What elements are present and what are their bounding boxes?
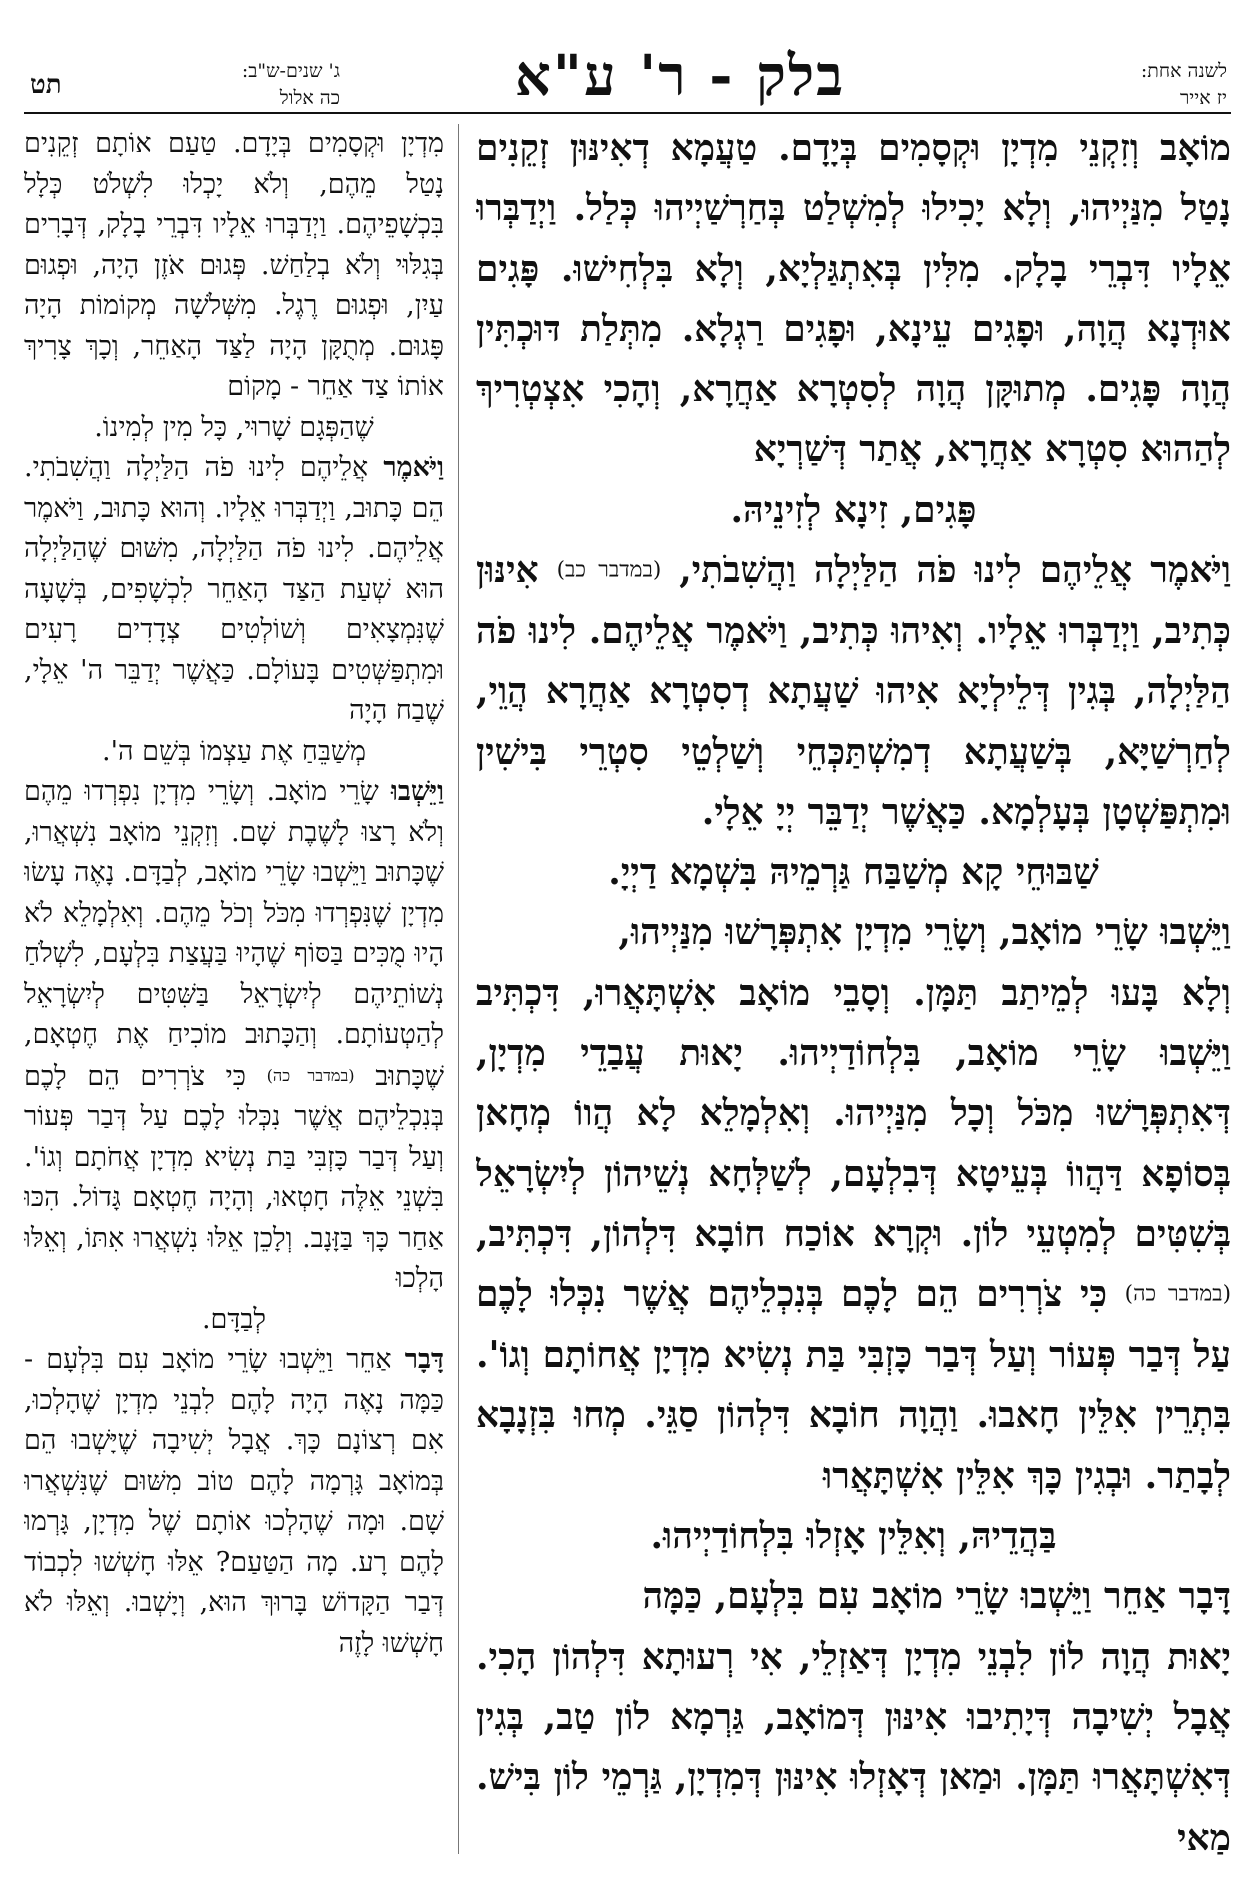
cycle-date-right: יז אייר [1179, 87, 1227, 109]
translation-column [24, 124, 444, 1864]
main-paragraph-end: פָּגִים, זִינָא לְזִינֵיהּ. [730, 488, 977, 531]
verse-reference: (במדבר כה) [266, 1065, 355, 1085]
side-paragraph-end: שֶׁהַפְּגָם שָׁרוּי, כָּל מִין לְמִינוֹ. [94, 411, 374, 443]
column-divider [458, 124, 459, 1854]
paragraph-lead-word: דָּבָר [1178, 1575, 1231, 1618]
paragraph-lead-word: וַיֵּשְׁבוּ [1160, 911, 1231, 954]
side-paragraph-end: לְבַדָּם. [201, 1303, 267, 1335]
cycle-label-right: לשנה אחת: [1140, 60, 1227, 82]
cycle-date-left: כה אלול [279, 87, 340, 109]
header-rule [24, 112, 1231, 114]
page-number: תט [30, 70, 62, 100]
paragraph-lead-word: וַיֹּאמֶר [1150, 549, 1231, 592]
side-paragraph: וַיֹּאמֶר אֲלֵיהֶם לִינוּ פֹה הַלַּיְלָה וַהֲשִׁבֹתִי. הֵם כָּתוּב, וַיְדַבְּרוּ אֵלָיו. וְהוּא כָּתוּב, וַיֹּאמֶר אֲלֵיהֶם. לִינוּ פֹה הַלַּיְלָה, מִשּׁוּם שֶׁהַלַּיְלָה הוּא שְׁעַת הַצַּד הָאַחֵר לִכְשָׁפִים, בְּשָׁעָה שֶׁנִּמְצָאִים וְשׁוֹלְטִים צְדָדִים רָעִים וּמִתְפַּשְּׁטִים בָּעוֹלָם. כַּאֲשֶׁר יְדַבֵּר ה' אֵלָי, שֶׁבַח הָיָה [24, 452, 444, 726]
side-paragraph: דָּבָר אַחֵר וַיֵּשְׁבוּ שָׂרֵי מוֹאָב עִם בִּלְעָם - כַּמָּה נָאֶה הָיָה לָהֶם לִבְנֵי מִדְיָן שֶׁהָלְכוּ, אִם רְצוֹנָם כָּךְ. אֲבָל יְשִׁיבָה שֶׁיָּשְׁבוּ הֵם בְּמוֹאָב גָּרְמָה לָהֶם טוֹב מִשּׁוּם שֶׁנִּשְׁאֲרוּ שָׁם. וּמָה שֶׁהָלְכוּ אוֹתָם שֶׁל מִדְיָן, גָּרְמוּ לָהֶם רָע. מָה הַטַּעַם? אֵלּוּ חָשְׁשׁוּ לִכְבוֹד דְּבַר הַקָּדוֹשׁ בָּרוּךְ הוּא, וְיָשְׁבוּ. וְאֵלּוּ לֹא חָשְׁשׁוּ לָזֶה [24, 1344, 444, 1659]
paragraph-lead-word: וַיֵּשְׁבוּ [390, 776, 444, 807]
main-paragraph: דָּבָר אַחֵר וַיֵּשְׁבוּ שָׂרֵי מוֹאָב עִם בִּלְעָם, כַּמָּה [642, 1575, 1231, 1618]
main-text-column [476, 118, 1231, 1858]
cycle-label-left: ג' שנים-ש"ב: [241, 60, 340, 82]
side-paragraph: מִדְיָן וּקְסָמִים בְּיָדָם. טַעַם אוֹתָם זְקֵנִים נָטַל מֵהֶם, וְלֹא יָכְלוּ לִשְׁלֹט כְּלָל בִּכְשָׁפֵיהֶם. וַיְדַבְּרוּ אֵלָיו דִּבְרֵי בָלָק, דְּבָרִים בְּגִלּוּי וְלֹא בְלַחַשׁ. פְּגוּם אֹזֶן הָיָה, וּפְגוּם עַיִן, וּפְגוּם רֶגֶל. מִשְּׁלֹשָׁה מְקוֹמוֹת הָיָה פָּגוּם. מְתֻקָּן הָיָה לַצַּד הָאַחֵר, וְכָךְ צָרִיךְ אוֹתוֹ צַד אַחֵר - מָקוֹם [24, 128, 444, 402]
paragraph-lead-word: וַיֹּאמֶר [383, 452, 444, 483]
paragraph-lead-word: דָּבָר [404, 1344, 444, 1376]
verse-reference: (במדבר כה) [1124, 1281, 1231, 1307]
main-paragraph: וַיֵּשְׁבוּ שָׂרֵי מוֹאָב, וְשָׂרֵי מִדְיָן אִתְפְּרָשׁוּ מִנַּיְיהוּ, [618, 911, 1231, 954]
main-paragraph: יָאוּת הֲוָה לוֹן לִבְנֵי מִדְיָן דְּאַזְלֵי, אִי רְעוּתָא דִּלְהוֹן הָכִי. אֲבָל יְשִׁיבָה דְּיָתִיבוּ אִינּוּן דְּמוֹאָב, גַּרְמָא לוֹן טַב, בְּגִין דְּאִשְׁתָּאֲרוּ תַּמָּן. וּמַאן דְּאָזְלוּ אִינּוּן דְּמִדְיָן, גַּרְמֵי לוֹן בִּישׁ. מַאי [476, 1635, 1231, 1858]
main-paragraph-end: שַׁבּוּחֵי קָא מְשַׁבַּח גַּרְמֵיהּ בִּשְׁמָא דַיְיָ. [608, 851, 1099, 894]
main-paragraph-end: בַּהֲדֵיהּ, וְאִלֵּין אָזְלוּ בִּלְחוֹדַיְיהוּ. [650, 1515, 1057, 1558]
side-paragraph: וַיֵּשְׁבוּ שָׂרֵי מוֹאָב. וְשָׂרֵי מִדְיָן נִפְרְדוּ מֵהֶם וְלֹא רָצוּ לָשֶׁבֶת שָׁם. וְזִקְנֵי מוֹאָב נִשְׁאֲרוּ, שֶׁכָּתוּב וַיֵּשְׁבוּ שָׂרֵי מוֹאָב, לְבַדָּם. נָאֶה עָשׂוּ מִדְיָן שֶׁנִּפְרְדוּ מִכֹּל וְכֹל מֵהֶם. וְאִלְמָלֵא לֹא הָיוּ מֻכִּים בַּסּוֹף שֶׁהָיוּ בַּעֲצַת בִּלְעָם, לִשְׁלֹחַ נְשׁוֹתֵיהֶם לְיִשְׂרָאֵל בַּשִּׁטִּים לְיִשְׂרָאֵל לְהַטְעוֹתָם. וְהַכָּתוּב מוֹכִיחַ אֶת חֶטְאָם, שֶׁכָּתוּב (במדבר כה) כִּי צֹרְרִים הֵם לָכֶם בְּנִכְלֵיהֶם אֲשֶׁר נִכְּלוּ לָכֶם עַל דְּבַר פְּעוֹר וְעַל דְּבַר כָּזְבִּי בַּת נְשִׂיא מִדְיָן אֲחֹתָם וְגוֹ'. בִּשְׁנֵי אֵלֶּה חָטְאוּ, וְהָיָה חֶטְאָם גָּדוֹל. הִכּוּ אַחַר כָּךְ בַּזָּנָב. וְלָכֵן אֵלּוּ נִשְׁאֲרוּ אִתּוֹ, וְאֵלּוּ הָלְכוּ [24, 776, 444, 1295]
main-paragraph: וַיֹּאמֶר אֲלֵיהֶם לִינוּ פֹה הַלַּיְלָה וַהֲשִׁבֹתִי, (במדבר כב) אִינּוּן כְּתִיב, וַיְדַבְּרוּ אֵלָיו. וְאִיהוּ כְּתִיב, וַיֹּאמֶר אֲלֵיהֶם. לִינוּ פֹה הַלַּיְלָה, בְּגִין דְּלֵילְיָא אִיהוּ שַׁעֲתָא דְסִטְרָא אַחֲרָא הֲוֵי, לְחַרְשַׁיָּא, בְּשַׁעֲתָא דְמִשְׁתַּכְּחֵי וְשַׁלְטֵי סִטְרֵי בִּישִׁין וּמִתְפַּשְׁטָן בְּעָלְמָא. כַּאֲשֶׁר יְדַבֵּר יְיָ אֵלָי. [476, 549, 1231, 833]
main-paragraph [476, 118, 1231, 480]
cycle-info-right [997, 62, 1227, 108]
main-text: מוֹאָב וְזִקְנֵי מִדְיָן וּקְסָמִים בְּיָדָם. טַעֲמָא דְאִינּוּן זְקֵנִים נָטַל מִנַּיְיהוּ, וְלָא יָכִילוּ לְמִשְׁלַט בְּחַרְשַׁיְיהוּ כְּלַל. וַיְדַבְּרוּ אֵלָיו דִּבְרֵי בָלָק. מִלִּין בְּאִתְגַּלְיָא, וְלָא בִּלְחִישׁוּ. פָּגִים אוּדְנָא הֲוָה, וּפָגִים עֵינָא, וּפָגִים רַגְלָא. מִתְּלַת דּוּכְתִּין הֲוָה פָּגִים. מְתוּקָּן הֲוָה לְסִטְרָא אַחֲרָא, וְהָכִי אִצְטְרִיךְ לְהַהוּא סִטְרָא אַחֲרָא, אֲתַר דְּשַׁרְיָא [476, 127, 1231, 471]
page-title: בלק - ר' ע"א [514, 43, 846, 109]
side-paragraph-end: מְשַׁבֵּחַ אֶת עַצְמוֹ בְּשֵׁם ה'. [102, 735, 366, 767]
verse-reference: (במדבר כב) [556, 557, 662, 583]
cycle-info-left [140, 62, 340, 108]
main-paragraph: וְלָא בָּעוּ לְמֵיתַב תַּמָּן. וְסָבֵי מוֹאָב אִשְׁתָּאֲרוּ, דִּכְתִּיב וַיֵּשְׁבוּ שָׂרֵי מוֹאָב, בִּלְחוֹדַיְיהוּ. יָאוּת עֲבַדֵי מִדְיָן, דְּאִתְפְּרָשׁוּ מִכֹּל וְכָל מִנַּיְיהוּ. וְאִלְמָלֵא לָא הֲווֹ מְחָאן בְּסוֹפָא דַּהֲווֹ בְּעֵיטָא דְּבִלְעָם, לְשַׁלְּחָא נְשֵׁיהוֹן לְיִשְׂרָאֵל בְּשִׁטִּים לְמִטְעֵי לוֹן. וּקְרָא אוֹכַח חוֹבָא דִּלְהוֹן, דִּכְתִּיב, (במדבר כה) כִּי צֹרְרִים הֵם לָכֶם בְּנִכְלֵיהֶם אֲשֶׁר נִכְּלוּ לָכֶם עַל דְּבַר פְּעוֹר וְעַל דְּבַר כָּזְבִּי בַּת נְשִׂיא מִדְיָן אֲחוֹתָם וְגוֹ'. בִּתְרֵין אִלֵּין חָאבוּ. וַהֲוָה חוֹבָא דִּלְהוֹן סַגֵּי. מְחוּ בִּזְנָבָא לְבָתַר. וּבְגִין כָּךְ אִלֵּין אִשְׁתָּאֲרוּ [476, 971, 1231, 1497]
